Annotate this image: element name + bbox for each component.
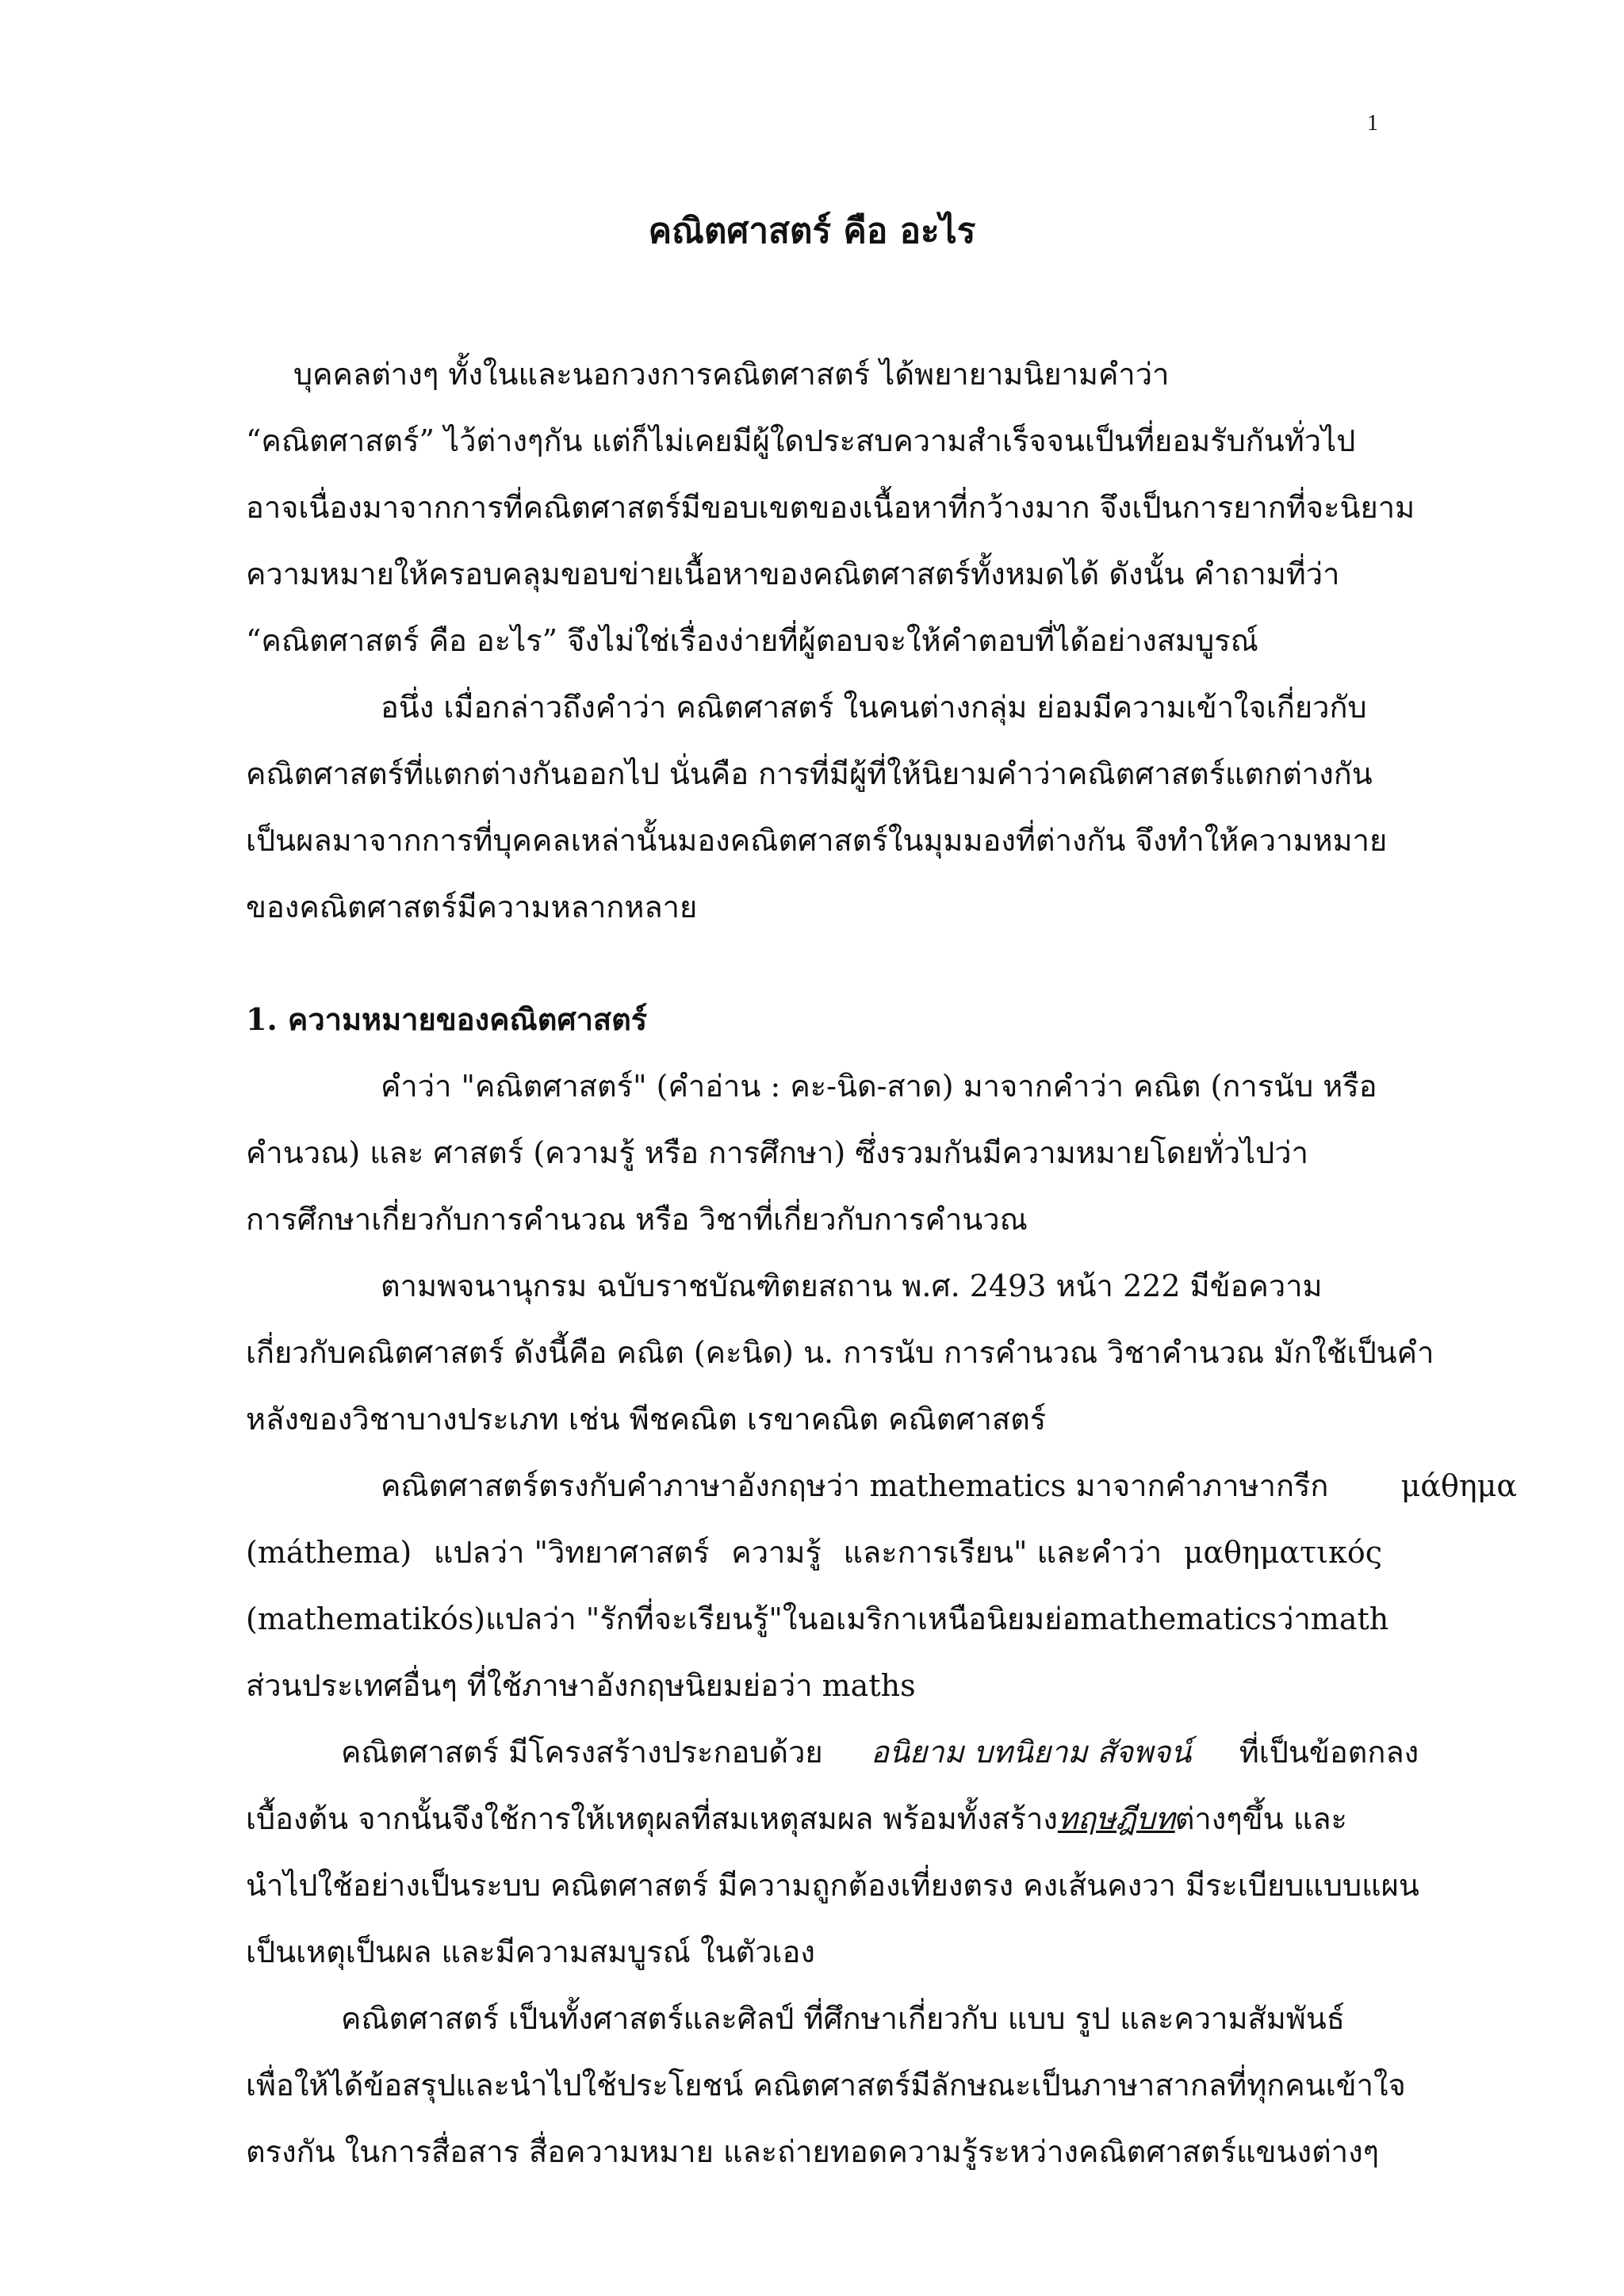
text-run: (mathematikós) — [246, 1601, 486, 1636]
paragraph-line — [246, 1719, 1419, 1785]
document-content — [246, 341, 1517, 2185]
paragraph-line: คำว่า "คณิตศาสตร์" (คำอ่าน : คะ-นิด-สาด) มาจากคำว่า คณิต (การนับ หรือ — [381, 1069, 1377, 1104]
paragraph-line: ตรงกัน ในการสื่อสาร สื่อความหมาย และถ่ายทอดความรู้ระหว่างคณิตศาสตร์แขนงต่างๆ — [246, 2134, 1380, 2169]
intro-line: ความหมายให้ครอบคลุมขอบข่ายเนื้อหาของคณิตศาสตร์ทั้งหมดได้ ดังนั้น คำถามที่ว่า — [246, 557, 1340, 591]
text-run: ที่เป็นข้อตกลง — [1239, 1735, 1419, 1770]
text-run: ว่า — [1277, 1601, 1311, 1636]
intro-line: อาจเนื่องมาจากการที่คณิตศาสตร์มีขอบเขตของเนื้อหาที่กว้างมาก จึงเป็นการยากที่จะนิยาม — [246, 490, 1415, 525]
text-run: แปลว่า "รักที่จะเรียนรู้" — [485, 1601, 783, 1636]
paragraph-line: ตามพจนานุกรม ฉบับราชบัณฑิตยสถาน พ.ศ. 2493 หน้า 222 มีข้อความ — [381, 1269, 1323, 1303]
italic-terms: อนิยาม บทนิยาม สัจพจน์ — [871, 1735, 1192, 1770]
text-run: คณิตศาสตร์ตรงกับคำภาษาอังกฤษว่า mathematics มาจากคำภาษากรีก — [381, 1468, 1329, 1503]
paragraph-line: การศึกษาเกี่ยวกับการคำนวณ หรือ วิชาที่เกี่ยวกับการคำนวณ — [246, 1202, 1028, 1237]
text-run: คณิตศาสตร์ มีโครงสร้างประกอบด้วย — [341, 1735, 823, 1770]
section-heading: 1. ความหมายของคณิตศาสตร์ — [246, 1001, 648, 1037]
section-paragraph-5 — [246, 1985, 1406, 2185]
intro-paragraph — [246, 341, 1415, 940]
text-run: และการเรียน" และคำว่า — [843, 1535, 1162, 1570]
paragraph-line — [246, 1519, 1382, 1586]
greek-word: μαθηματικός — [1183, 1535, 1382, 1570]
text-run: (máthema) — [246, 1535, 412, 1570]
intro-line: “คณิตศาสตร์” ไว้ต่างๆกัน แต่ก็ไม่เคยมีผู้ใดประสบความสำเร็จจนเป็นที่ยอมรับกันทั่วไป — [246, 423, 1356, 458]
paragraph-line — [246, 1452, 1517, 1519]
text-run: mathematics — [1080, 1601, 1277, 1636]
greek-word: μάθημα — [1400, 1468, 1517, 1503]
paragraph-line: เป็นเหตุเป็นผล และมีความสมบูรณ์ ในตัวเอง — [246, 1934, 815, 1969]
intro-line: เป็นผลมาจากการที่บุคคลเหล่านั้นมองคณิตศาสตร์ในมุมมองที่ต่างกัน จึงทำให้ความหมาย — [246, 823, 1388, 858]
section-paragraph-1 — [246, 1053, 1382, 1253]
text-run: math — [1310, 1601, 1389, 1636]
paragraph-line: เกี่ยวกับคณิตศาสตร์ ดังนี้คือ คณิต (คะนิด) น. การนับ การคำนวณ วิชาคำนวณ มักใช้เป็นคำ — [246, 1335, 1434, 1370]
intro-line: คณิตศาสตร์ที่แตกต่างกันออกไป นั่นคือ การที่มีผู้ที่ให้นิยามคำว่าคณิตศาสตร์แตกต่างกัน — [246, 756, 1373, 791]
intro-line: ของคณิตศาสตร์มีความหลากหลาย — [246, 890, 698, 924]
section-paragraph-3 — [246, 1452, 1517, 1719]
paragraph-line — [246, 1785, 1382, 1852]
text-run: ในอเมริกาเหนือนิยมย่อ — [782, 1601, 1081, 1636]
section-paragraph-2 — [246, 1253, 1434, 1452]
paragraph-line — [246, 1586, 1389, 1652]
paragraph-line: ส่วนประเทศอื่นๆ ที่ใช้ภาษาอังกฤษนิยมย่อว่า maths — [246, 1668, 916, 1703]
section-paragraph-4 — [246, 1719, 1419, 1985]
intro-line: “คณิตศาสตร์ คือ อะไร” จึงไม่ใช่เรื่องง่ายที่ผู้ตอบจะให้คำตอบที่ได้อย่างสมบูรณ์ — [246, 623, 1258, 658]
intro-line: อนึ่ง เมื่อกล่าวถึงคำว่า คณิตศาสตร์ ในคนต่างกลุ่ม ย่อมมีความเข้าใจเกี่ยวกับ — [381, 690, 1367, 725]
text-run: เบื้องต้น จากนั้นจึงใช้การให้เหตุผลที่สมเหตุสมผล พร้อมทั้งสร้าง — [246, 1801, 1058, 1836]
paragraph-line: คณิตศาสตร์ เป็นทั้งศาสตร์และศิลป์ ที่ศึกษาเกี่ยวกับ แบบ รูป และความสัมพันธ์ — [341, 2001, 1345, 2036]
page-title: คณิตศาสตร์ คือ อะไร — [648, 211, 976, 251]
italic-term: ทฤษฎีบท — [1057, 1801, 1175, 1836]
paragraph-line: หลังของวิชาบางประเภท เช่น พีชคณิต เรขาคณิต คณิตศาสตร์ — [246, 1402, 1047, 1437]
paragraph-line: เพื่อให้ได้ข้อสรุปและนำไปใช้ประโยชน์ คณิตศาสตร์มีลักษณะเป็นภาษาสากลที่ทุกคนเข้าใจ — [246, 2068, 1406, 2103]
text-run: แปลว่า "วิทยาศาสตร์ — [433, 1535, 710, 1570]
page-number: 1 — [1367, 111, 1378, 136]
paragraph-line: นำไปใช้อย่างเป็นระบบ คณิตศาสตร์ มีความถูกต้องเที่ยงตรง คงเส้นคงวา มีระเบียบแบบแผน — [246, 1868, 1419, 1903]
paragraph-line: คำนวณ) และ ศาสตร์ (ความรู้ หรือ การศึกษา) ซึ่งรวมกันมีความหมายโดยทั่วไปว่า — [246, 1135, 1308, 1170]
text-run: ความรู้ — [731, 1535, 822, 1570]
text-run: ต่างๆขึ้น และ — [1174, 1801, 1347, 1836]
intro-line: บุคคลต่างๆ ทั้งในและนอกวงการคณิตศาสตร์ ได้พยายามนิยามคำว่า — [293, 357, 1170, 392]
